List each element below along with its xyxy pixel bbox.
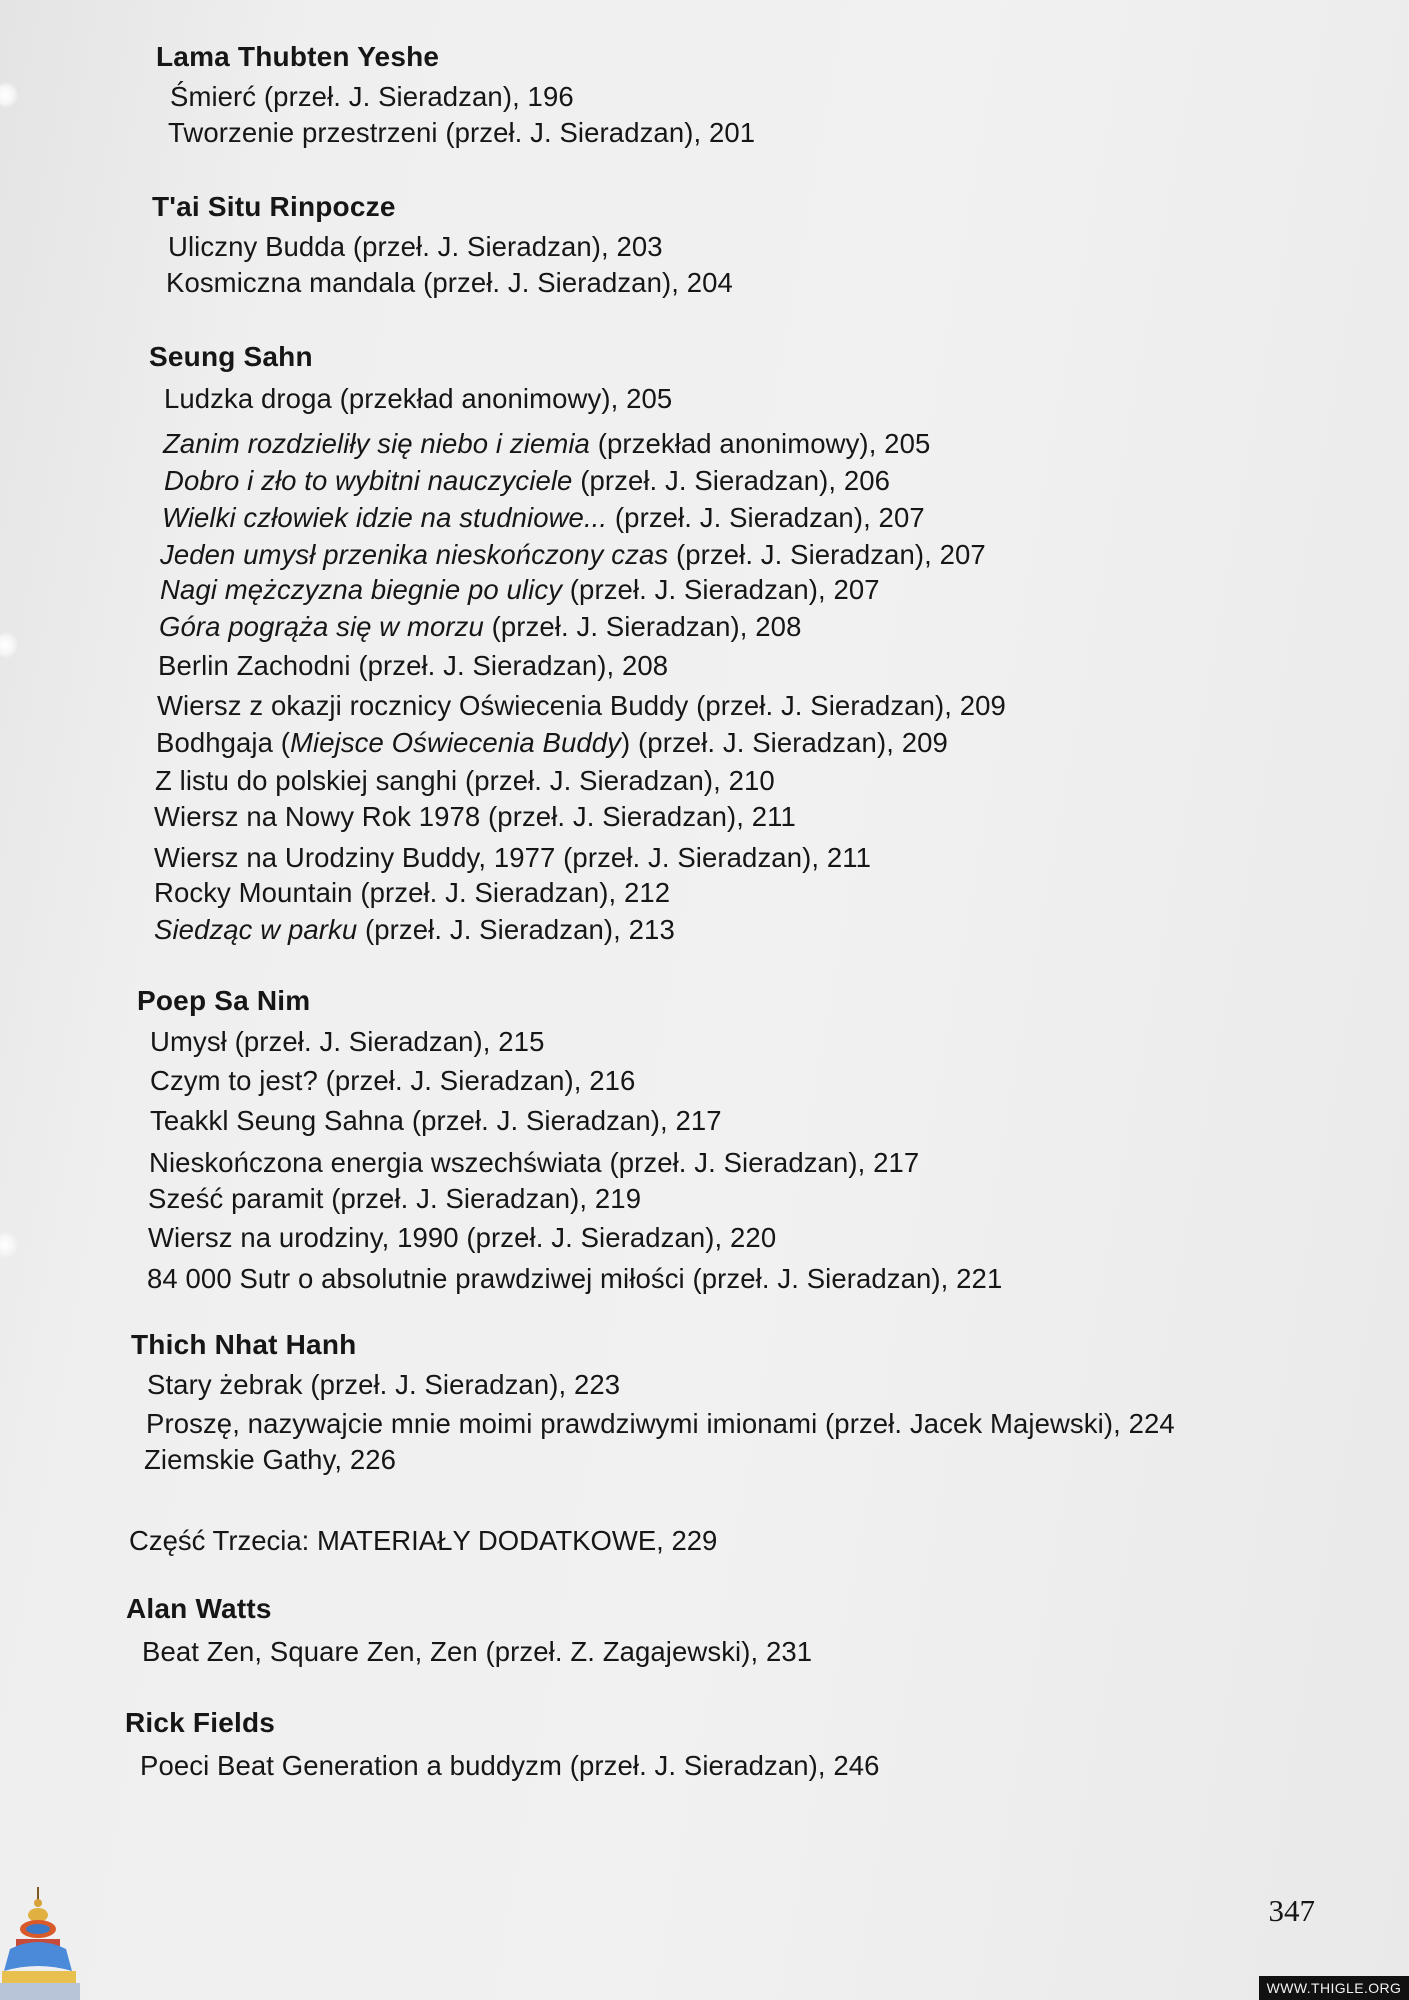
entry-title: Stary żebrak: [147, 1369, 303, 1400]
entry-title-italic: Nagi mężczyzna biegnie po ulicy: [160, 574, 563, 605]
entry-title: Ziemskie Gathy: [144, 1444, 335, 1475]
entry-title-italic: Dobro i zło to wybitni nauczyciele: [164, 465, 573, 496]
entry-translator-page: (przeł. J. Sieradzan), 216: [317, 1065, 636, 1096]
toc-entry: [146, 1407, 1175, 1441]
entry-translator-page: (przeł. J. Sieradzan), 201: [437, 117, 756, 148]
toc-entry: [164, 382, 672, 416]
entry-title-italic: Góra pogrąża się w morzu: [159, 611, 484, 642]
entry-title: Kosmiczna mandala: [166, 267, 416, 298]
toc-entry: [154, 876, 670, 910]
entry-title: Tworzenie przestrzeni: [168, 117, 438, 148]
entry-title: Wiersz na Urodziny Buddy, 1977: [154, 842, 556, 873]
entry-title: Ludzka droga: [164, 383, 332, 414]
entry-translator-page: (przekład anonimowy), 205: [589, 428, 931, 459]
entry-translator-page: (przeł. J. Sieradzan), 196: [256, 81, 574, 112]
toc-entry: [154, 913, 675, 947]
toc-entry: [150, 1025, 544, 1059]
toc-entry: [166, 266, 733, 300]
entry-title-italic: Siedząc w parku: [154, 914, 358, 945]
entry-translator-page: (przeł. J. Sieradzan), 217: [404, 1105, 722, 1136]
toc-entry: [140, 1749, 880, 1783]
toc-entry: [144, 1443, 396, 1477]
entry-translator-page: (przeł. J. Sieradzan), 207: [607, 502, 925, 533]
entry-translator-page: (przeł. J. Sieradzan), 220: [458, 1222, 777, 1253]
entry-title: Sześć paramit: [148, 1183, 324, 1214]
entry-title-italic: Jeden umysł przenika nieskończony czas: [160, 539, 669, 570]
entry-title: Umysł: [150, 1026, 227, 1057]
entry-translator-page: (przeł. J. Sieradzan), 207: [562, 574, 880, 605]
author-heading: Alan Watts: [126, 1593, 272, 1624]
entry-title-italic: Wielki człowiek idzie na studniowe...: [162, 502, 608, 533]
toc-entry: [150, 1104, 722, 1138]
toc-entry: [147, 1262, 1002, 1296]
toc-entry: [148, 1221, 776, 1255]
entry-title: Berlin Zachodni: [158, 650, 351, 681]
page-number: 347: [1268, 1893, 1315, 1928]
toc-entry: [160, 573, 880, 607]
entry-translator-page: (przeł. Jacek Majewski), 224: [817, 1408, 1175, 1439]
entry-translator-page: (przeł. J. Sieradzan), 207: [668, 539, 986, 570]
entry-translator-page: (przeł. J. Sieradzan), 223: [302, 1369, 621, 1400]
entry-translator-page: , 226: [334, 1444, 397, 1475]
entry-translator-page: (przeł. J. Sieradzan), 206: [572, 465, 891, 496]
entry-title: Poeci Beat Generation a buddyzm: [140, 1750, 562, 1781]
entry-translator-page: (przeł. J. Sieradzan), 210: [457, 765, 775, 796]
toc-entry: [168, 230, 663, 264]
entry-translator-page: (przeł. J. Sieradzan), 208: [350, 650, 669, 681]
entry-translator-page: (przeł. J. Sieradzan), 204: [415, 267, 733, 298]
toc-entry: [157, 689, 1006, 723]
entry-translator-page: (przeł. J. Sieradzan), 203: [345, 231, 663, 262]
author-heading: Poep Sa Nim: [137, 985, 311, 1016]
entry-translator-page: (przeł. J. Sieradzan), 221: [684, 1263, 1003, 1294]
entry-translator-page: (przeł. J. Sieradzan), 219: [323, 1183, 642, 1214]
entry-title: Rocky Mountain: [154, 877, 353, 908]
entry-translator-page: (przeł. J. Sieradzan), 212: [352, 877, 671, 908]
entry-title: Bodhgaja (: [156, 727, 291, 758]
author-heading: Thich Nhat Hanh: [131, 1329, 357, 1360]
entry-title: Proszę, nazywajcie mnie moimi prawdziwymi imionami: [146, 1408, 818, 1439]
toc-entry: [149, 1146, 919, 1180]
toc-entry: [160, 538, 986, 572]
author-heading: T'ai Situ Rinpocze: [152, 191, 396, 222]
toc-entry: [163, 427, 930, 461]
toc-entry: [148, 1182, 641, 1216]
entry-translator-page: ) (przeł. J. Sieradzan), 209: [621, 727, 948, 758]
entry-translator-page: (przeł. J. Sieradzan), 246: [561, 1750, 880, 1781]
entry-title-italic: Zanim rozdzieliły się niebo i ziemia: [163, 428, 590, 459]
entry-title-italic: Miejsce Oświecenia Buddy: [290, 727, 622, 758]
toc-entry: [156, 726, 948, 760]
toc-entry: [147, 1368, 620, 1402]
toc-entry: [154, 841, 871, 875]
entry-title: Teakkl Seung Sahna: [150, 1105, 405, 1136]
entry-translator-page: (przeł. J. Sieradzan), 217: [601, 1147, 920, 1178]
entry-translator-page: (przeł. J. Sieradzan), 213: [357, 914, 675, 945]
entry-title: Wiersz na urodziny, 1990: [148, 1222, 459, 1253]
entry-translator-page: (przeł. J. Sieradzan), 208: [483, 611, 802, 642]
entry-title: Uliczny Budda: [168, 231, 346, 262]
author-heading: Lama Thubten Yeshe: [156, 41, 440, 72]
entry-translator-page: (przekład anonimowy), 205: [331, 383, 673, 414]
entry-title: Śmierć: [170, 81, 257, 112]
author-heading: Seung Sahn: [149, 341, 313, 372]
author-heading: Rick Fields: [125, 1707, 276, 1738]
toc-entry: [158, 649, 668, 683]
entry-title: Nieskończona energia wszechświata: [149, 1147, 602, 1178]
entry-translator-page: (przeł. J. Sieradzan), 215: [226, 1026, 545, 1057]
toc-entry: [155, 764, 775, 798]
entry-translator-page: (przeł. J. Sieradzan), 211: [555, 842, 871, 873]
entry-translator-page: (przeł. Z. Zagajewski), 231: [477, 1636, 813, 1667]
watermark: WWW.THIGLE.ORG: [1259, 1976, 1409, 2000]
entry-translator-page: (przeł. J. Sieradzan), 211: [480, 801, 796, 832]
entry-title: Beat Zen, Square Zen, Zen: [142, 1636, 478, 1667]
toc-entry: [142, 1635, 812, 1669]
entry-title: Z listu do polskiej sanghi: [155, 765, 458, 796]
toc-entry: [150, 1064, 635, 1098]
toc-entry: [154, 800, 796, 834]
stupa-logo-icon: [0, 1885, 90, 2000]
toc-entry: [170, 80, 574, 114]
entry-translator-page: (przeł. J. Sieradzan), 209: [688, 690, 1006, 721]
toc-entry: [168, 116, 755, 150]
entry-title: Wiersz na Nowy Rok 1978: [154, 801, 481, 832]
toc-entry: [162, 501, 925, 535]
toc-entry: [164, 464, 890, 498]
part-three-heading: Część Trzecia: MATERIAŁY DODATKOWE, 229: [129, 1525, 718, 1556]
entry-title: Czym to jest?: [150, 1065, 318, 1096]
entry-title: 84 000 Sutr o absolutnie prawdziwej miłości: [147, 1263, 685, 1294]
entry-title: Wiersz z okazji rocznicy Oświecenia Buddy: [157, 690, 689, 721]
toc-entry: [159, 610, 801, 644]
